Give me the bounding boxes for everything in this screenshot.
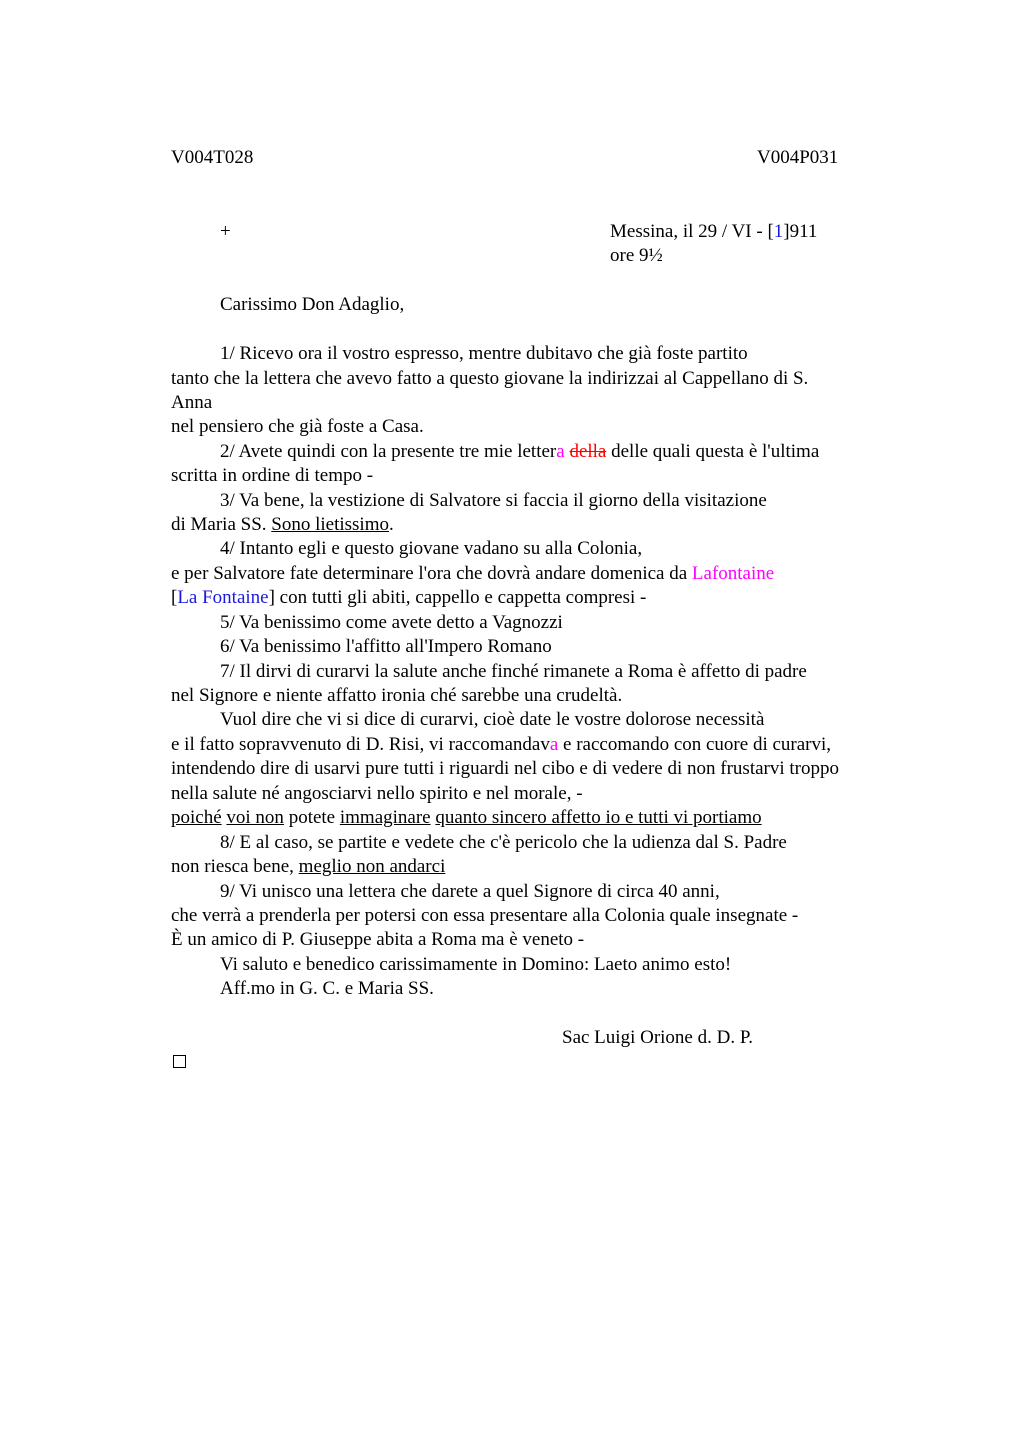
editorial-addition: a (549, 734, 559, 755)
end-square-icon (173, 1055, 186, 1068)
body-line-2: tanto che la lettera che avevo fatto a questo giovane la indirizzai al Cappellano di S. (171, 368, 809, 389)
editorial-deletion: della (569, 441, 607, 462)
body-line-5: 2/ Avete quindi con la presente tre mie lettera della delle quali questa è l'ultima (220, 441, 820, 462)
body-line-15: nel Signore e niente affatto ironia ché sarebbe una crudeltà. (171, 685, 623, 706)
underlined-text: Sono lietissimo (271, 514, 389, 535)
body-line-23: 9/ Vi unisco una lettera che darete a quel Signore di circa 40 anni, (220, 881, 720, 902)
body-line-7: 3/ Va bene, la vestizione di Salvatore si faccia il giorno della visitazione (220, 490, 767, 511)
body-line-14: 7/ Il dirvi di curarvi la salute anche finché rimanete a Roma è affetto di padre (220, 661, 807, 682)
document-code-right: V004P031 (757, 147, 839, 168)
body-line-10: e per Salvatore fate determinare l'ora che dovrà andare domenica da Lafontaine (171, 563, 775, 584)
date-year: ]911 (783, 221, 818, 242)
date-line (610, 220, 817, 244)
body-line-25: È un amico di P. Giuseppe abita a Roma ma è veneto - (171, 929, 585, 950)
body-line-16: Vuol dire che vi si dice di curarvi, cioè date le vostre dolorose necessità (220, 709, 765, 730)
body-line-8: di Maria SS. Sono lietissimo. (171, 514, 394, 535)
date-editorial-insert: 1 (773, 221, 784, 242)
body-line-1: 1/ Ricevo ora il vostro espresso, mentre dubitavo che già foste partito (220, 343, 748, 364)
body-line-11: [La Fontaine] con tutti gli abiti, cappello e cappetta compresi - (171, 587, 647, 608)
editorial-addition: Lafontaine (691, 563, 775, 584)
body-line-24: che verrà a prenderla per potersi con essa presentare alla Colonia quale insegnate - (171, 905, 799, 926)
underlined-text: immaginare (339, 807, 431, 828)
body-line-4: nel pensiero che già foste a Casa. (171, 416, 424, 437)
body-line-18: intendendo dire di usarvi pure tutti i riguardi nel cibo e di vedere di non frustarvi troppo (171, 758, 839, 779)
date-text: Messina, il 29 / VI - [ (610, 221, 774, 242)
underlined-text: poiché (171, 807, 222, 828)
body-line-13: 6/ Va benissimo l'affitto all'Impero Romano (220, 636, 552, 657)
closing-formula: Aff.mo in G. C. e Maria SS. (220, 978, 434, 999)
closing-line: Vi saluto e benedico carissimamente in Domino: Laeto animo esto! (220, 954, 732, 975)
cross-mark: + (220, 221, 231, 242)
body-line-21: 8/ E al caso, se partite e vedete che c'è pericolo che la udienza dal S. Padre (220, 832, 787, 853)
body-line-20: poiché voi non potete immaginare quanto sincero affetto io e tutti vi portiamo (171, 807, 762, 828)
underlined-text: voi non (226, 807, 284, 828)
body-line-22: non riesca bene, meglio non andarci (171, 856, 446, 877)
signature: Sac Luigi Orione d. D. P. (562, 1027, 754, 1048)
document-code-left: V004T028 (171, 147, 254, 168)
editorial-addition: a (556, 441, 565, 462)
underlined-text: meglio non andarci (298, 856, 446, 877)
body-line-6: scritta in ordine di tempo - (171, 465, 374, 486)
salutation: Carissimo Don Adaglio, (220, 294, 405, 315)
body-line-3: Anna (171, 392, 213, 413)
body-line-17: e il fatto sopravvenuto di D. Risi, vi raccomandava e raccomando con cuore di curarvi, (171, 734, 832, 755)
body-line-9: 4/ Intanto egli e questo giovane vadano su alla Colonia, (220, 538, 643, 559)
body-line-19: nella salute né angosciarvi nello spirito e nel morale, - (171, 783, 583, 804)
body-line-12: 5/ Va benissimo come avete detto a Vagnozzi (220, 612, 563, 633)
editorial-insert: La Fontaine (177, 587, 269, 608)
underlined-text: quanto sincero affetto io e tutti vi portiamo (435, 807, 762, 828)
time-line: ore 9½ (610, 245, 663, 266)
